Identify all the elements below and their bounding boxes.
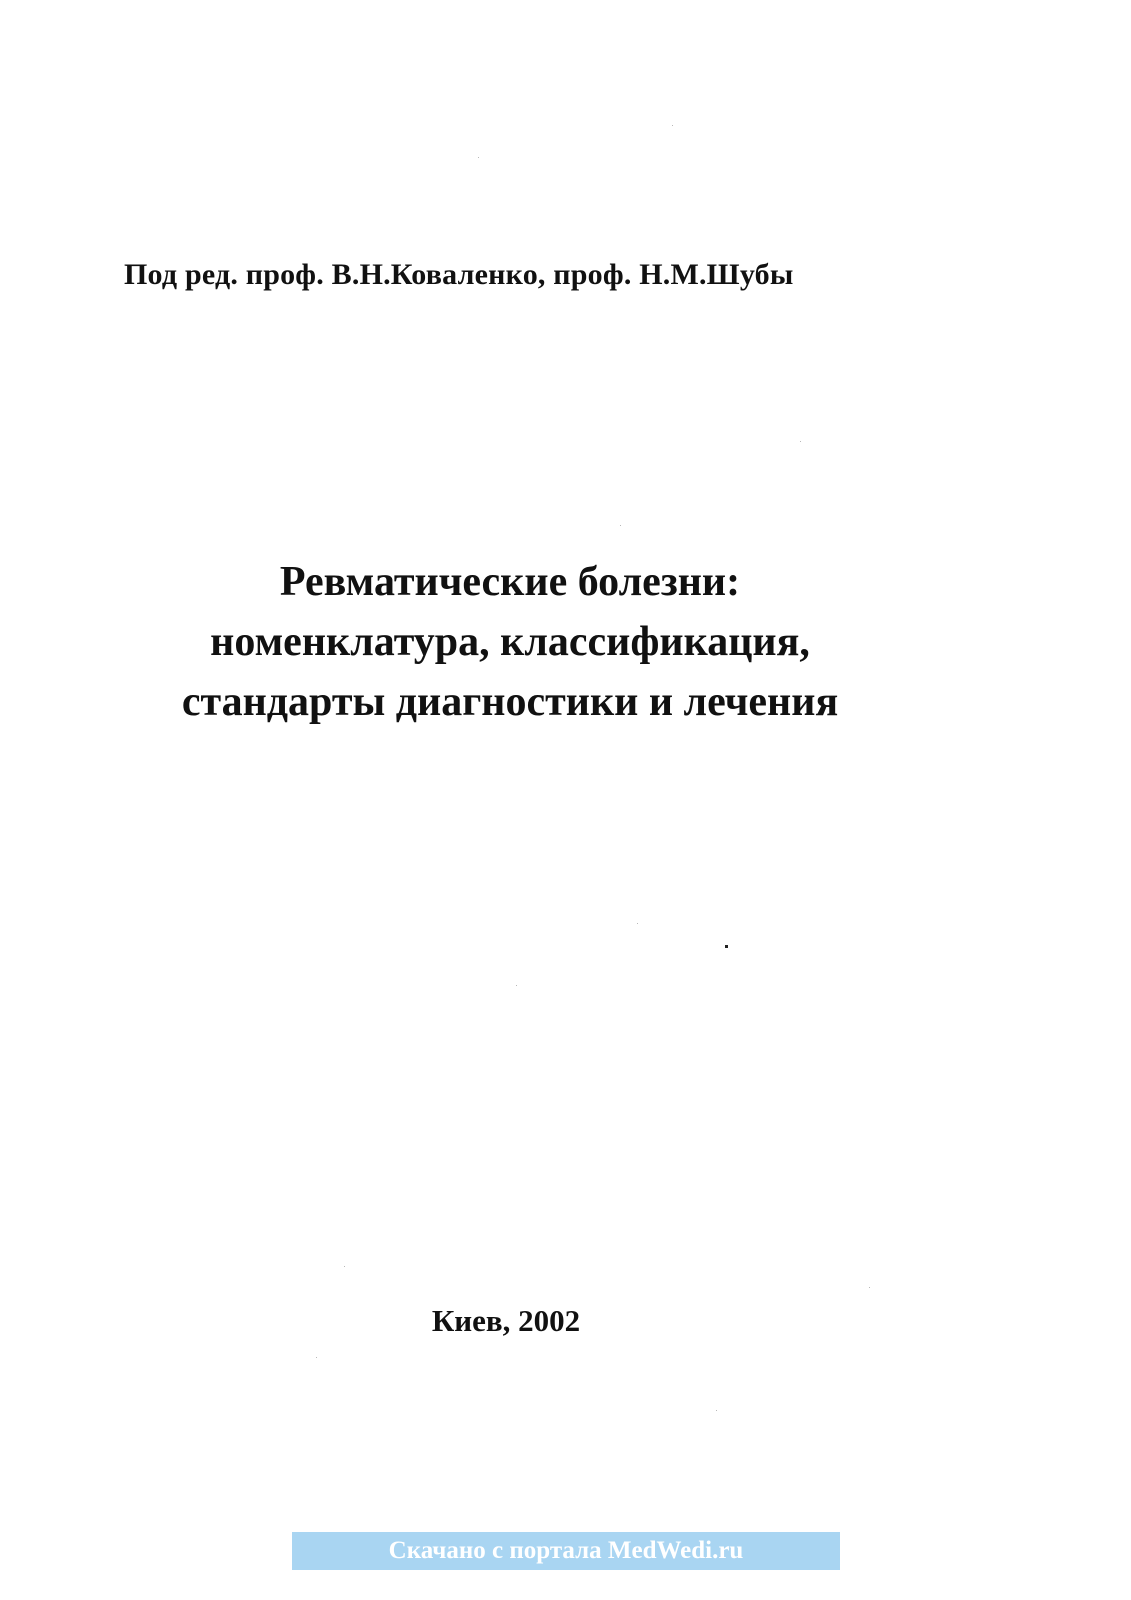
scan-speck bbox=[725, 945, 728, 948]
scan-speck bbox=[869, 1287, 870, 1288]
scan-speck bbox=[478, 157, 479, 158]
editors-line: Под ред. проф. В.Н.Коваленко, проф. Н.М.Шубы bbox=[124, 258, 794, 291]
scan-speck bbox=[620, 525, 621, 526]
publication-place-year: Киев, 2002 bbox=[431, 1303, 581, 1338]
book-title bbox=[100, 552, 920, 732]
scan-speck bbox=[716, 1410, 717, 1411]
book-title-line-3: стандарты диагностики и лечения bbox=[181, 679, 839, 725]
book-title-line-2: номенклатура, классификация, bbox=[210, 619, 810, 665]
book-title-line-1: Ревматические болезни: bbox=[279, 559, 741, 605]
download-watermark-banner: Скачано с портала MedWedi.ru bbox=[292, 1532, 840, 1570]
scan-speck bbox=[800, 441, 801, 442]
scan-speck bbox=[637, 923, 638, 924]
scan-speck bbox=[672, 125, 673, 126]
scan-speck bbox=[516, 985, 517, 986]
scan-speck bbox=[344, 1266, 345, 1267]
scan-speck bbox=[316, 1357, 317, 1358]
